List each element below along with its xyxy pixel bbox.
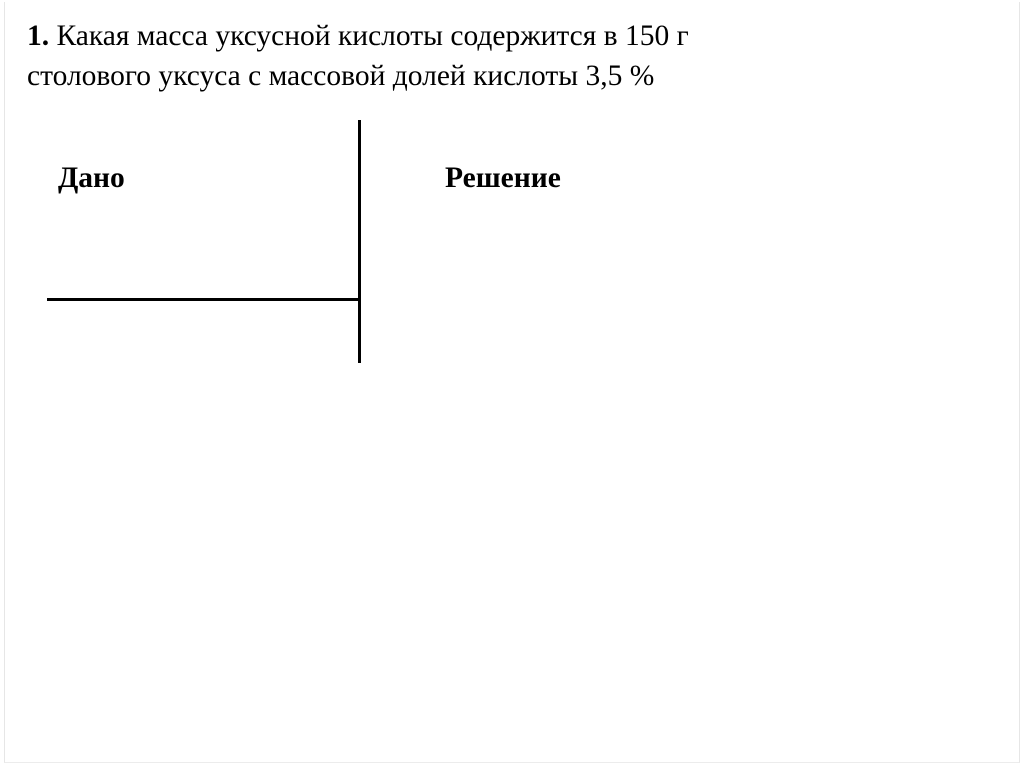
slide (4, 2, 1020, 763)
problem-statement (27, 16, 827, 96)
given-heading: Дано (58, 162, 125, 194)
problem-number: 1. (27, 20, 50, 52)
solution-heading: Решение (445, 162, 561, 194)
problem-text-line-1: Какая масса уксусной кислоты содержится в 150 г (56, 20, 689, 52)
problem-text-line-2: столового уксуса с массовой долей кислоты 3,5 % (27, 60, 655, 92)
table-vertical-divider (358, 120, 361, 363)
table-horizontal-divider (47, 298, 361, 301)
